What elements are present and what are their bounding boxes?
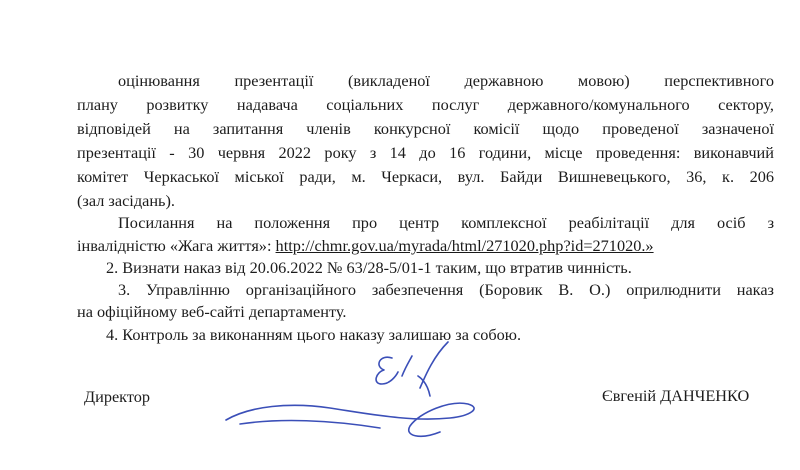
paragraph-2-text: інвалідністю «Жага життя»: <box>77 236 276 255</box>
paragraph-2-line-2 <box>77 235 654 257</box>
paragraph-1-line-3: відповідей на запитання членів конкурсної комісії щодо проведеної зазначеної <box>77 119 774 138</box>
item-4: 4. Контроль за виконанням цього наказу залишаю за собою. <box>106 325 522 344</box>
item-3-line-2: на офіційному веб-сайті департаменту. <box>77 302 347 321</box>
signatory-name: Євгеній ДАНЧЕНКО <box>602 386 750 405</box>
paragraph-2-line-1: Посилання на положення про центр комплексної реабілітації для осіб з <box>118 213 774 232</box>
handwritten-signature <box>220 336 520 446</box>
item-2: 2. Визнати наказ від 20.06.2022 № 63/28-5/01-1 таким, що втратив чинність. <box>106 258 632 277</box>
paragraph-1-line-6: (зал засідань). <box>77 191 175 210</box>
signatory-title: Директор <box>84 387 151 406</box>
item-3-line-1: 3. Управлінню організаційного забезпечення (Боровик В. О.) оприлюднити наказ <box>118 280 774 299</box>
paragraph-1-line-1: оцінювання презентації (викладеної державною мовою) перспективного <box>118 71 774 90</box>
regulation-link[interactable]: http://chmr.gov.ua/myrada/html/271020.php?id=271020.» <box>275 236 654 255</box>
paragraph-1-line-2: плану розвитку надавача соціальних послуг державного/комунального сектору, <box>77 95 774 114</box>
paragraph-1-line-4: презентації - 30 червня 2022 року з 14 до 16 години, місце проведення: виконавчий <box>77 143 774 162</box>
paragraph-1-line-5: комітет Черкаської міської ради, м. Черкаси, вул. Байди Вишневецького, 36, к. 206 <box>77 167 774 186</box>
